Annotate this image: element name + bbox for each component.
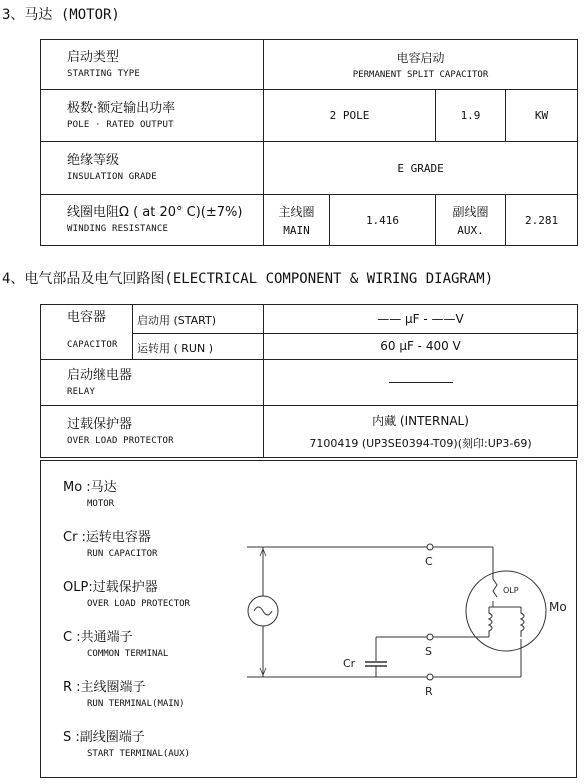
section-4-title: 4、电气部品及电气回路图(ELECTRICAL COMPONENT & WIRING DIAGRAM) <box>2 271 494 287</box>
wiring-schematic <box>41 461 578 779</box>
label-cr: Cr <box>343 657 356 670</box>
main-coil-label: 主线圈 MAIN <box>264 195 330 246</box>
label-s: S <box>425 645 432 658</box>
starting-type-value: 电容启动 PERMANENT SPLIT CAPACITOR <box>264 40 578 90</box>
main-winding-icon <box>521 607 524 637</box>
main-coil-value: 1.416 <box>330 195 436 246</box>
pole-output-label: 极数·额定输出功率 POLE · RATED OUTPUT <box>41 90 264 142</box>
section-3-title: 3、马达 (MOTOR) <box>2 7 120 23</box>
overload-label: 过载保护器 OVER LOAD PROTECTOR <box>41 406 264 458</box>
label-r: R <box>425 685 433 698</box>
capacitor-label: 电容器 CAPACITOR <box>41 305 133 360</box>
component-table <box>40 304 578 458</box>
legend-mo: Mo :马达 MOTOR <box>63 480 117 509</box>
legend-olp: OLP:过载保护器 OVER LOAD PROTECTOR <box>63 580 190 609</box>
aux-coil-value: 2.281 <box>506 195 578 246</box>
relay-label: 启动继电器 RELAY <box>41 360 264 406</box>
label-mo: Mo <box>549 600 567 614</box>
starting-type-label: 启动类型 STARTING TYPE <box>41 40 264 90</box>
terminal-s <box>427 634 433 640</box>
run-capacitor-value: 60 μF - 400 V <box>264 333 578 359</box>
aux-winding-icon <box>489 607 492 637</box>
legend-cr: Cr :运转电容器 RUN CAPACITOR <box>63 530 158 559</box>
relay-dash <box>389 382 453 383</box>
pole-value: 2 POLE <box>264 90 436 142</box>
start-capacitor-label: 启动用 (START) <box>133 305 264 334</box>
label-c: C <box>425 555 433 568</box>
insulation-value: E GRADE <box>264 142 578 195</box>
aux-coil-label: 副线圈 AUX. <box>436 195 506 246</box>
output-value: 1.9 <box>436 90 506 142</box>
insulation-label: 绝缘等级 INSULATION GRADE <box>41 142 264 195</box>
legend-r: R :主线圈端子 RUN TERMINAL(MAIN) <box>63 680 185 709</box>
output-unit: KW <box>506 90 578 142</box>
label-olp: OLP <box>503 586 519 595</box>
terminal-c <box>427 544 433 550</box>
wiring-diagram-box <box>40 460 577 778</box>
olp-icon <box>493 579 497 597</box>
terminal-r <box>427 674 433 680</box>
legend-c: C :共通端子 COMMON TERMINAL <box>63 630 169 659</box>
legend-s: S :副线圈端子 START TERMINAL(AUX) <box>63 730 190 759</box>
start-capacitor-value: —— μF - ——V <box>264 305 578 334</box>
run-capacitor-label: 运转用 ( RUN ) <box>133 333 264 359</box>
relay-value <box>264 360 578 406</box>
overload-value: 内藏 (INTERNAL) 7100419 (UP3SE0394-T09)(刻印:UP3-69) <box>264 406 578 458</box>
winding-label: 线圈电阻Ω ( at 20° C)(±7%) WINDING RESISTANCE <box>41 195 264 246</box>
motor-icon <box>466 571 546 651</box>
motor-table <box>40 39 578 246</box>
